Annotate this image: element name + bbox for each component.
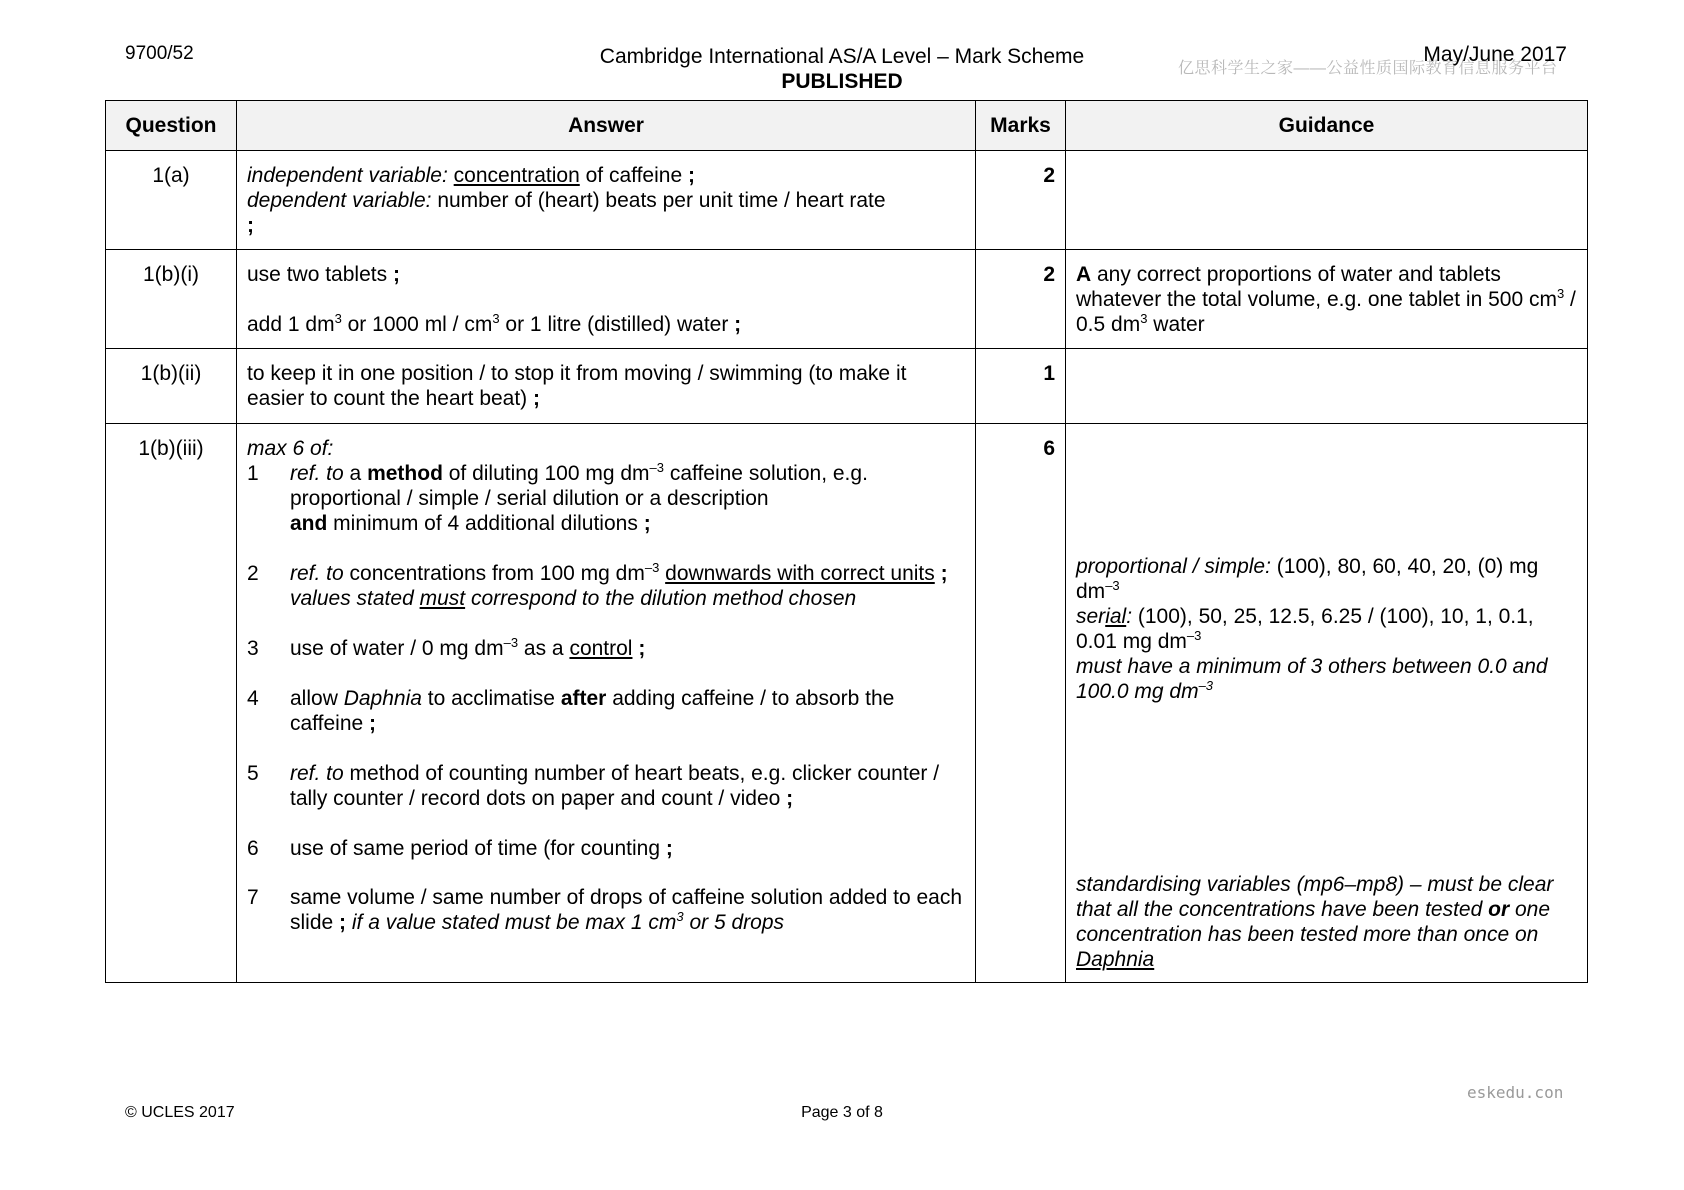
column-header-guidance: Guidance — [1066, 101, 1588, 151]
answer-line — [247, 163, 965, 188]
title-text: Cambridge International AS/A Level – Mark Scheme — [599, 45, 1085, 68]
answer-text: of caffeine — [585, 164, 683, 187]
marks-cell: 2 — [976, 151, 1066, 250]
list-item — [247, 836, 965, 861]
table-row — [106, 349, 1588, 424]
copyright: © UCLES 2017 — [125, 1104, 235, 1121]
guidance-text: any correct proportions of water and tablets whatever the total volume, e.g. one tablet in 500 cm — [1076, 263, 1557, 311]
exam-session: May/June 2017 — [1423, 43, 1567, 66]
column-header-question: Question — [106, 101, 237, 151]
list-item — [247, 686, 965, 736]
item-text: ref. to concentrations from 100 mg $dm^{-3}$ downwards with correct units ; values stated must correspond to the dilution method chosen — [290, 560, 948, 610]
question-cell: 1(b)(ii) — [106, 349, 237, 424]
answer-text: number of (heart) beats per unit time / heart rate — [437, 189, 886, 212]
accept-marker: A — [1076, 263, 1092, 286]
guidance-cell — [1066, 349, 1588, 424]
watermark-text: 亿思科学生之家——公益性质国际教育信息服务平台 — [1178, 60, 1558, 77]
mark-point: ; — [247, 214, 254, 237]
answer-text: or 1000 ml / cm — [341, 313, 493, 336]
answer-line — [247, 188, 887, 238]
document-code: 9700/52 — [125, 43, 194, 64]
guidance-text: / 0.5 dm — [1076, 288, 1576, 336]
item-number: 4 — [247, 687, 259, 710]
answer-text: use two tablets — [247, 263, 388, 286]
question-cell: 1(b)(i) — [106, 250, 237, 349]
column-header-answer: Answer — [237, 101, 976, 151]
answer-text: to keep it in one position / to stop it from moving / swimming (to make it easier to count the heart beat) — [247, 362, 907, 410]
marks-cell: 6 — [976, 424, 1066, 983]
item-number: 3 — [247, 637, 259, 660]
table-header-row — [106, 101, 1588, 151]
item-number: 2 — [247, 562, 259, 585]
list-item — [247, 885, 965, 935]
answer-text: or 1 litre (distilled) water — [499, 313, 729, 336]
list-item — [247, 561, 965, 611]
mark-point: ; — [533, 387, 541, 410]
label-independent: independent variable: — [247, 164, 448, 187]
superscript: 3 — [492, 311, 500, 326]
list-item — [247, 461, 965, 536]
question-cell: 1(b)(iii) — [106, 424, 237, 983]
answer-cell — [237, 250, 976, 349]
item-text: same volume / same number of drops of caffeine solution added to each slide ; if a value stated must be max 1 $cm^3$ or 5 drops — [290, 886, 963, 934]
guidance-line: must have a minimum of 3 others between 0.0 and 100.0 mg $dm^{-3}$ — [1076, 655, 1548, 703]
site-watermark: eskedu.con — [1467, 1083, 1564, 1102]
question-cell: 1(a) — [106, 151, 237, 250]
mark-point: ; — [392, 263, 400, 286]
page-number: Page 3 of 8 — [801, 1104, 883, 1121]
guidance-line: proportional / simple: (100), 80, 60, 40, 20, (0) mg $dm^{-3}$ — [1076, 555, 1539, 603]
guidance-cell — [1066, 250, 1588, 349]
superscript: 3 — [1556, 286, 1565, 301]
answer-cell — [237, 424, 976, 983]
guidance-text: water — [1147, 313, 1205, 336]
answer-intro: max 6 of: — [247, 437, 334, 460]
guidance-cell — [1066, 151, 1588, 250]
answer-cell — [237, 349, 976, 424]
item-number: 7 — [247, 886, 259, 909]
table-row — [106, 250, 1588, 349]
answer-cell — [237, 151, 976, 250]
marks-cell: 2 — [976, 250, 1066, 349]
superscript: 3 — [1140, 311, 1148, 326]
answer-text: add 1 dm — [247, 313, 335, 336]
marks-cell: 1 — [976, 349, 1066, 424]
table-row — [106, 424, 1588, 983]
mark-point: ; — [687, 164, 695, 187]
guidance-line: standardising variables (mp6–mp8) – must be clear that all the concentrations have been tested or one concentration has been tested more than once on Daphnia — [1076, 873, 1554, 971]
label-dependent: dependent variable: — [247, 189, 432, 212]
item-number: 6 — [247, 837, 259, 860]
list-item — [247, 636, 965, 661]
superscript: 3 — [334, 311, 342, 326]
item-text: use of same period of time (for counting ; — [290, 837, 673, 860]
item-text: use of water / 0 mg $dm^{-3}$ as a control ; — [290, 635, 646, 660]
item-text: ref. to a method of diluting 100 mg $dm^{-3}$ caffeine solution, e.g. proportional / simple / serial dilution or a description and minimum of 4 additional dilutions ; — [290, 460, 868, 535]
item-text: allow Daphnia to acclimatise after adding caffeine / to absorb the caffeine ; — [290, 687, 895, 735]
guidance-cell — [1066, 424, 1588, 983]
mark-scheme-table — [105, 100, 1588, 983]
guidance-line: serial: (100), 50, 25, 12.5, 6.25 / (100), 10, 1, 0.1, 0.01 mg $dm^{-3}$ — [1076, 605, 1534, 653]
item-number: 5 — [247, 762, 259, 785]
column-header-marks: Marks — [976, 101, 1066, 151]
keyword: concentration — [453, 164, 580, 187]
table-row — [106, 151, 1588, 250]
mark-point: ; — [734, 313, 742, 336]
item-number: 1 — [247, 462, 259, 485]
answer-line — [247, 312, 965, 337]
published-label: PUBLISHED — [781, 70, 903, 93]
answer-line — [247, 262, 965, 287]
item-text: ref. to method of counting number of heart beats, e.g. clicker counter / tally counter / record dots on paper and count / video ; — [290, 762, 940, 810]
list-item — [247, 761, 965, 811]
